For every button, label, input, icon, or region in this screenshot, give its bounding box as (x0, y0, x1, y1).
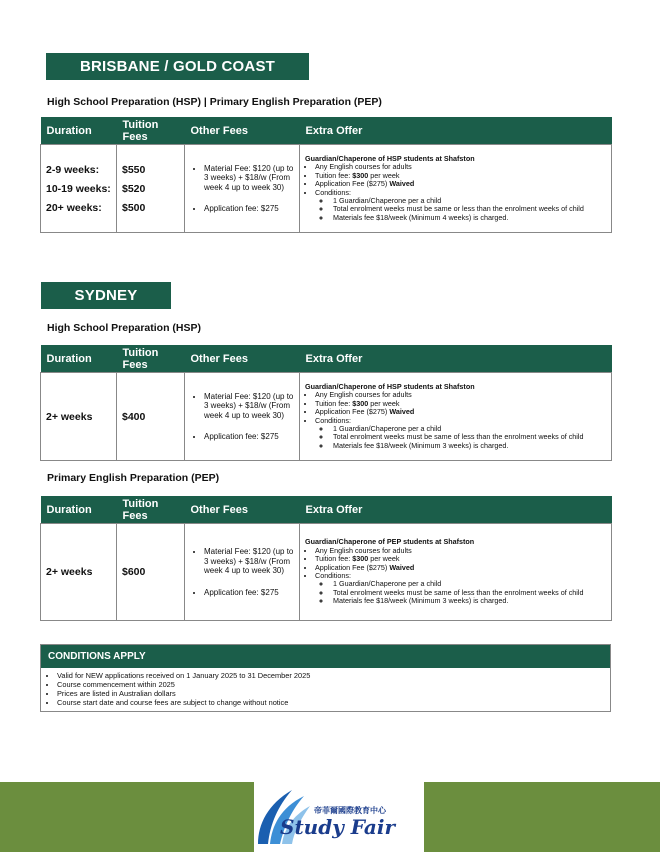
tuition-label: Tuition fee: (315, 170, 353, 180)
tuition-cell: $600 (117, 524, 185, 621)
application-label: Application Fee ($275) (315, 562, 390, 572)
tuition-value: $550 (122, 163, 146, 176)
application-label: Application Fee ($275) (315, 179, 390, 189)
sydney-banner: SYDNEY (41, 282, 171, 309)
header-duration: Duration (41, 496, 117, 524)
other-fees-cell (185, 524, 300, 621)
footer-bar-right (424, 782, 660, 852)
list-item (315, 564, 606, 572)
tuition-label: Tuition fee: (315, 554, 353, 564)
offer-title: Guardian/Chaperone of PEP students at Shafston (305, 537, 475, 547)
brisbane-fee-table (40, 117, 612, 233)
list-item (315, 572, 606, 606)
list-item: • Valid for NEW applications received on 1 January 2025 to 31 December 2025 (57, 671, 610, 680)
tuition-offer-value: $300 (352, 170, 369, 180)
list-item (315, 408, 606, 416)
tuition-value: $500 (122, 201, 146, 214)
waived-value: Waived (389, 407, 415, 417)
duration-value: 20+ weeks: (46, 201, 102, 214)
duration-value: 10-19 weeks: (46, 182, 111, 195)
conditions-label: Conditions: (315, 571, 351, 580)
list-item: • Application fee: $275 (204, 204, 294, 214)
application-label: Application Fee ($275) (315, 407, 390, 417)
list-item: • Material Fee: $120 (up to 3 weeks) + $18/w (From week 4 up to week 30) (204, 164, 294, 193)
other-fees-cell (185, 145, 300, 233)
list-item: ◦ Materials fee $18/week (Minimum 3 weeks) is charged. (331, 597, 606, 605)
duration-value: 2-9 weeks: (46, 163, 100, 176)
table-header-row (41, 117, 612, 145)
extra-offer-cell (300, 145, 612, 233)
tuition-cell (117, 145, 185, 233)
sydney-pep-fee-table (40, 496, 612, 621)
tuition-suffix: per week (368, 554, 400, 564)
extra-offer-cell (300, 524, 612, 621)
study-fair-logo (254, 782, 424, 852)
list-item: • Course start date and course fees are subject to change without notice (57, 698, 610, 707)
tuition-suffix: per week (368, 398, 400, 408)
tuition-label: Tuition fee: (315, 398, 353, 408)
tuition-cell: $400 (117, 373, 185, 461)
footer-bar-left (0, 782, 254, 852)
header-other-fees: Other Fees (185, 117, 300, 145)
brisbane-banner: BRISBANE / GOLD COAST (46, 53, 309, 80)
list-item (315, 180, 606, 188)
sydney-hsp-subheading: High School Preparation (HSP) (47, 322, 202, 334)
list-item: • Application fee: $275 (204, 588, 294, 598)
conditions-label: Conditions: (315, 415, 351, 425)
header-extra-offer: Extra Offer (300, 117, 612, 145)
offer-title: Guardian/Chaperone of HSP students at Shafston (305, 153, 475, 163)
list-item: • Any English courses for adults (315, 547, 606, 555)
conditions-box (40, 644, 611, 712)
list-item: • Prices are listed in Australian dollars (57, 689, 610, 698)
tuition-suffix: per week (368, 170, 400, 180)
waived-value: Waived (389, 562, 415, 572)
list-item: • Any English courses for adults (315, 391, 606, 399)
duration-cell: 2+ weeks (41, 373, 117, 461)
list-item: ◦ 1 Guardian/Chaperone per a child (331, 197, 606, 205)
conditions-title: CONDITIONS APPLY (41, 645, 610, 668)
tuition-offer-value: $300 (352, 398, 369, 408)
logo-english-text: Study Fair (280, 815, 395, 839)
tuition-value: $520 (122, 182, 146, 195)
logo-chinese-text: 帝菲爾國際教育中心 (314, 806, 386, 815)
list-item: • Any English courses for adults (315, 163, 606, 171)
header-tuition: Tuition Fees (117, 345, 185, 373)
list-item: ◦ Total enrolment weeks must be same of less than the enrolment weeks of child (331, 433, 606, 441)
header-other-fees: Other Fees (185, 345, 300, 373)
table-header-row (41, 345, 612, 373)
list-item (315, 417, 606, 451)
table-row (41, 373, 612, 461)
list-item: ◦ Materials fee $18/week (Minimum 4 weeks) is charged. (331, 214, 606, 222)
tuition-offer-value: $300 (352, 554, 369, 564)
table-row (41, 145, 612, 233)
header-other-fees: Other Fees (185, 496, 300, 524)
other-fees-cell (185, 373, 300, 461)
header-duration: Duration (41, 117, 117, 145)
conditions-label: Conditions: (315, 187, 351, 197)
list-item: • Course commencement within 2025 (57, 680, 610, 689)
sydney-hsp-fee-table (40, 345, 612, 461)
waived-value: Waived (389, 179, 415, 189)
brisbane-subheading: High School Preparation (HSP) | Primary English Preparation (PEP) (47, 96, 382, 108)
header-duration: Duration (41, 345, 117, 373)
offer-title: Guardian/Chaperone of HSP students at Shafston (305, 381, 475, 391)
list-item: ◦ 1 Guardian/Chaperone per a child (331, 580, 606, 588)
duration-cell: 2+ weeks (41, 524, 117, 621)
list-item: ◦ Materials fee $18/week (Minimum 3 weeks) is charged. (331, 442, 606, 450)
list-item: ◦ Total enrolment weeks must be same or less than the enrolment weeks of child (331, 205, 606, 213)
sydney-pep-subheading: Primary English Preparation (PEP) (47, 472, 220, 484)
list-item: • Material Fee: $120 (up to 3 weeks) + $18/w (From week 4 up to week 30) (204, 392, 294, 421)
duration-cell (41, 145, 117, 233)
header-tuition: Tuition Fees (117, 496, 185, 524)
list-item (315, 189, 606, 223)
list-item: • Application fee: $275 (204, 432, 294, 442)
table-row (41, 524, 612, 621)
header-tuition: Tuition Fees (117, 117, 185, 145)
extra-offer-cell (300, 373, 612, 461)
list-item: ◦ 1 Guardian/Chaperone per a child (331, 425, 606, 433)
list-item: ◦ Total enrolment weeks must be same of less than the enrolment weeks of child (331, 589, 606, 597)
header-extra-offer: Extra Offer (300, 345, 612, 373)
header-extra-offer: Extra Offer (300, 496, 612, 524)
list-item: • Material Fee: $120 (up to 3 weeks) + $18/w (From week 4 up to week 30) (204, 547, 294, 576)
table-header-row (41, 496, 612, 524)
